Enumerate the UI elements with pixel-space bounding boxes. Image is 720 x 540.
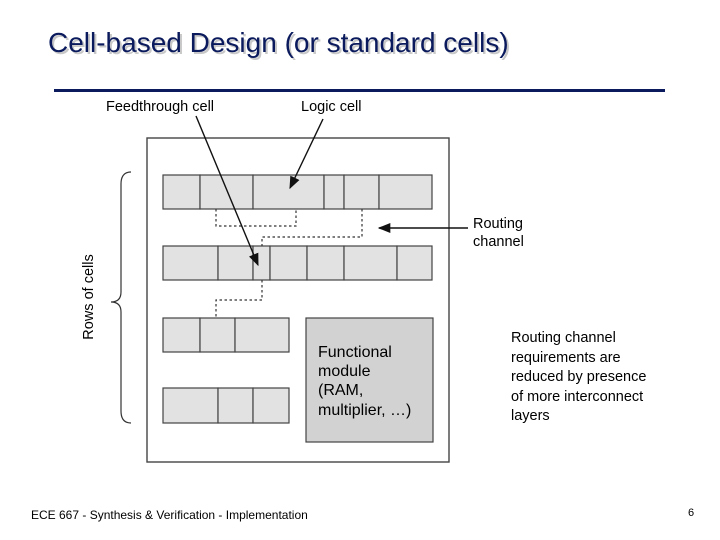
logic-cell-label: Logic cell — [301, 99, 362, 115]
slide-title: Cell-based Design (or standard cells) — [48, 27, 509, 58]
standard-cell — [324, 175, 344, 209]
page-number: 6 — [688, 507, 695, 519]
standard-cell — [307, 246, 344, 280]
cell-row-2 — [163, 246, 432, 280]
standard-cell — [163, 246, 218, 280]
standard-cell — [200, 175, 253, 209]
standard-cell — [218, 246, 253, 280]
routing-channel-label: Routing channel — [473, 216, 524, 250]
standard-cell — [163, 175, 200, 209]
standard-cell — [163, 318, 200, 352]
routing-note — [511, 329, 691, 427]
cell-row-1 — [163, 175, 432, 209]
standard-cell — [235, 318, 289, 352]
standard-cell — [253, 175, 324, 209]
note-line: layers — [511, 408, 550, 424]
standard-cell — [397, 246, 432, 280]
standard-cell — [270, 246, 307, 280]
note-line: Routing channel — [511, 330, 616, 346]
standard-cell — [344, 246, 397, 280]
note-line: of more interconnect — [511, 388, 644, 405]
standard-cell — [200, 318, 235, 352]
module-label: Functional module (RAM, multiplier, …) — [318, 344, 412, 419]
note-line: requirements are — [511, 349, 621, 366]
standard-cell — [218, 388, 253, 423]
functional-module — [306, 318, 433, 442]
cell-row-3 — [163, 318, 289, 352]
feedthrough-cell-label: Feedthrough cell — [106, 99, 215, 115]
note-line: reduced by presence — [511, 369, 647, 385]
standard-cell — [163, 388, 218, 423]
feedthrough-cell — [253, 246, 270, 280]
rows-of-cells-label: Rows of cells — [81, 254, 97, 340]
rows-bracket — [111, 172, 131, 423]
standard-cell — [253, 388, 289, 423]
standard-cell — [379, 175, 432, 209]
cell-row-4 — [163, 388, 289, 423]
standard-cell — [344, 175, 379, 209]
slide-footer: ECE 667 - Synthesis & Verification - Implementation — [31, 508, 308, 522]
